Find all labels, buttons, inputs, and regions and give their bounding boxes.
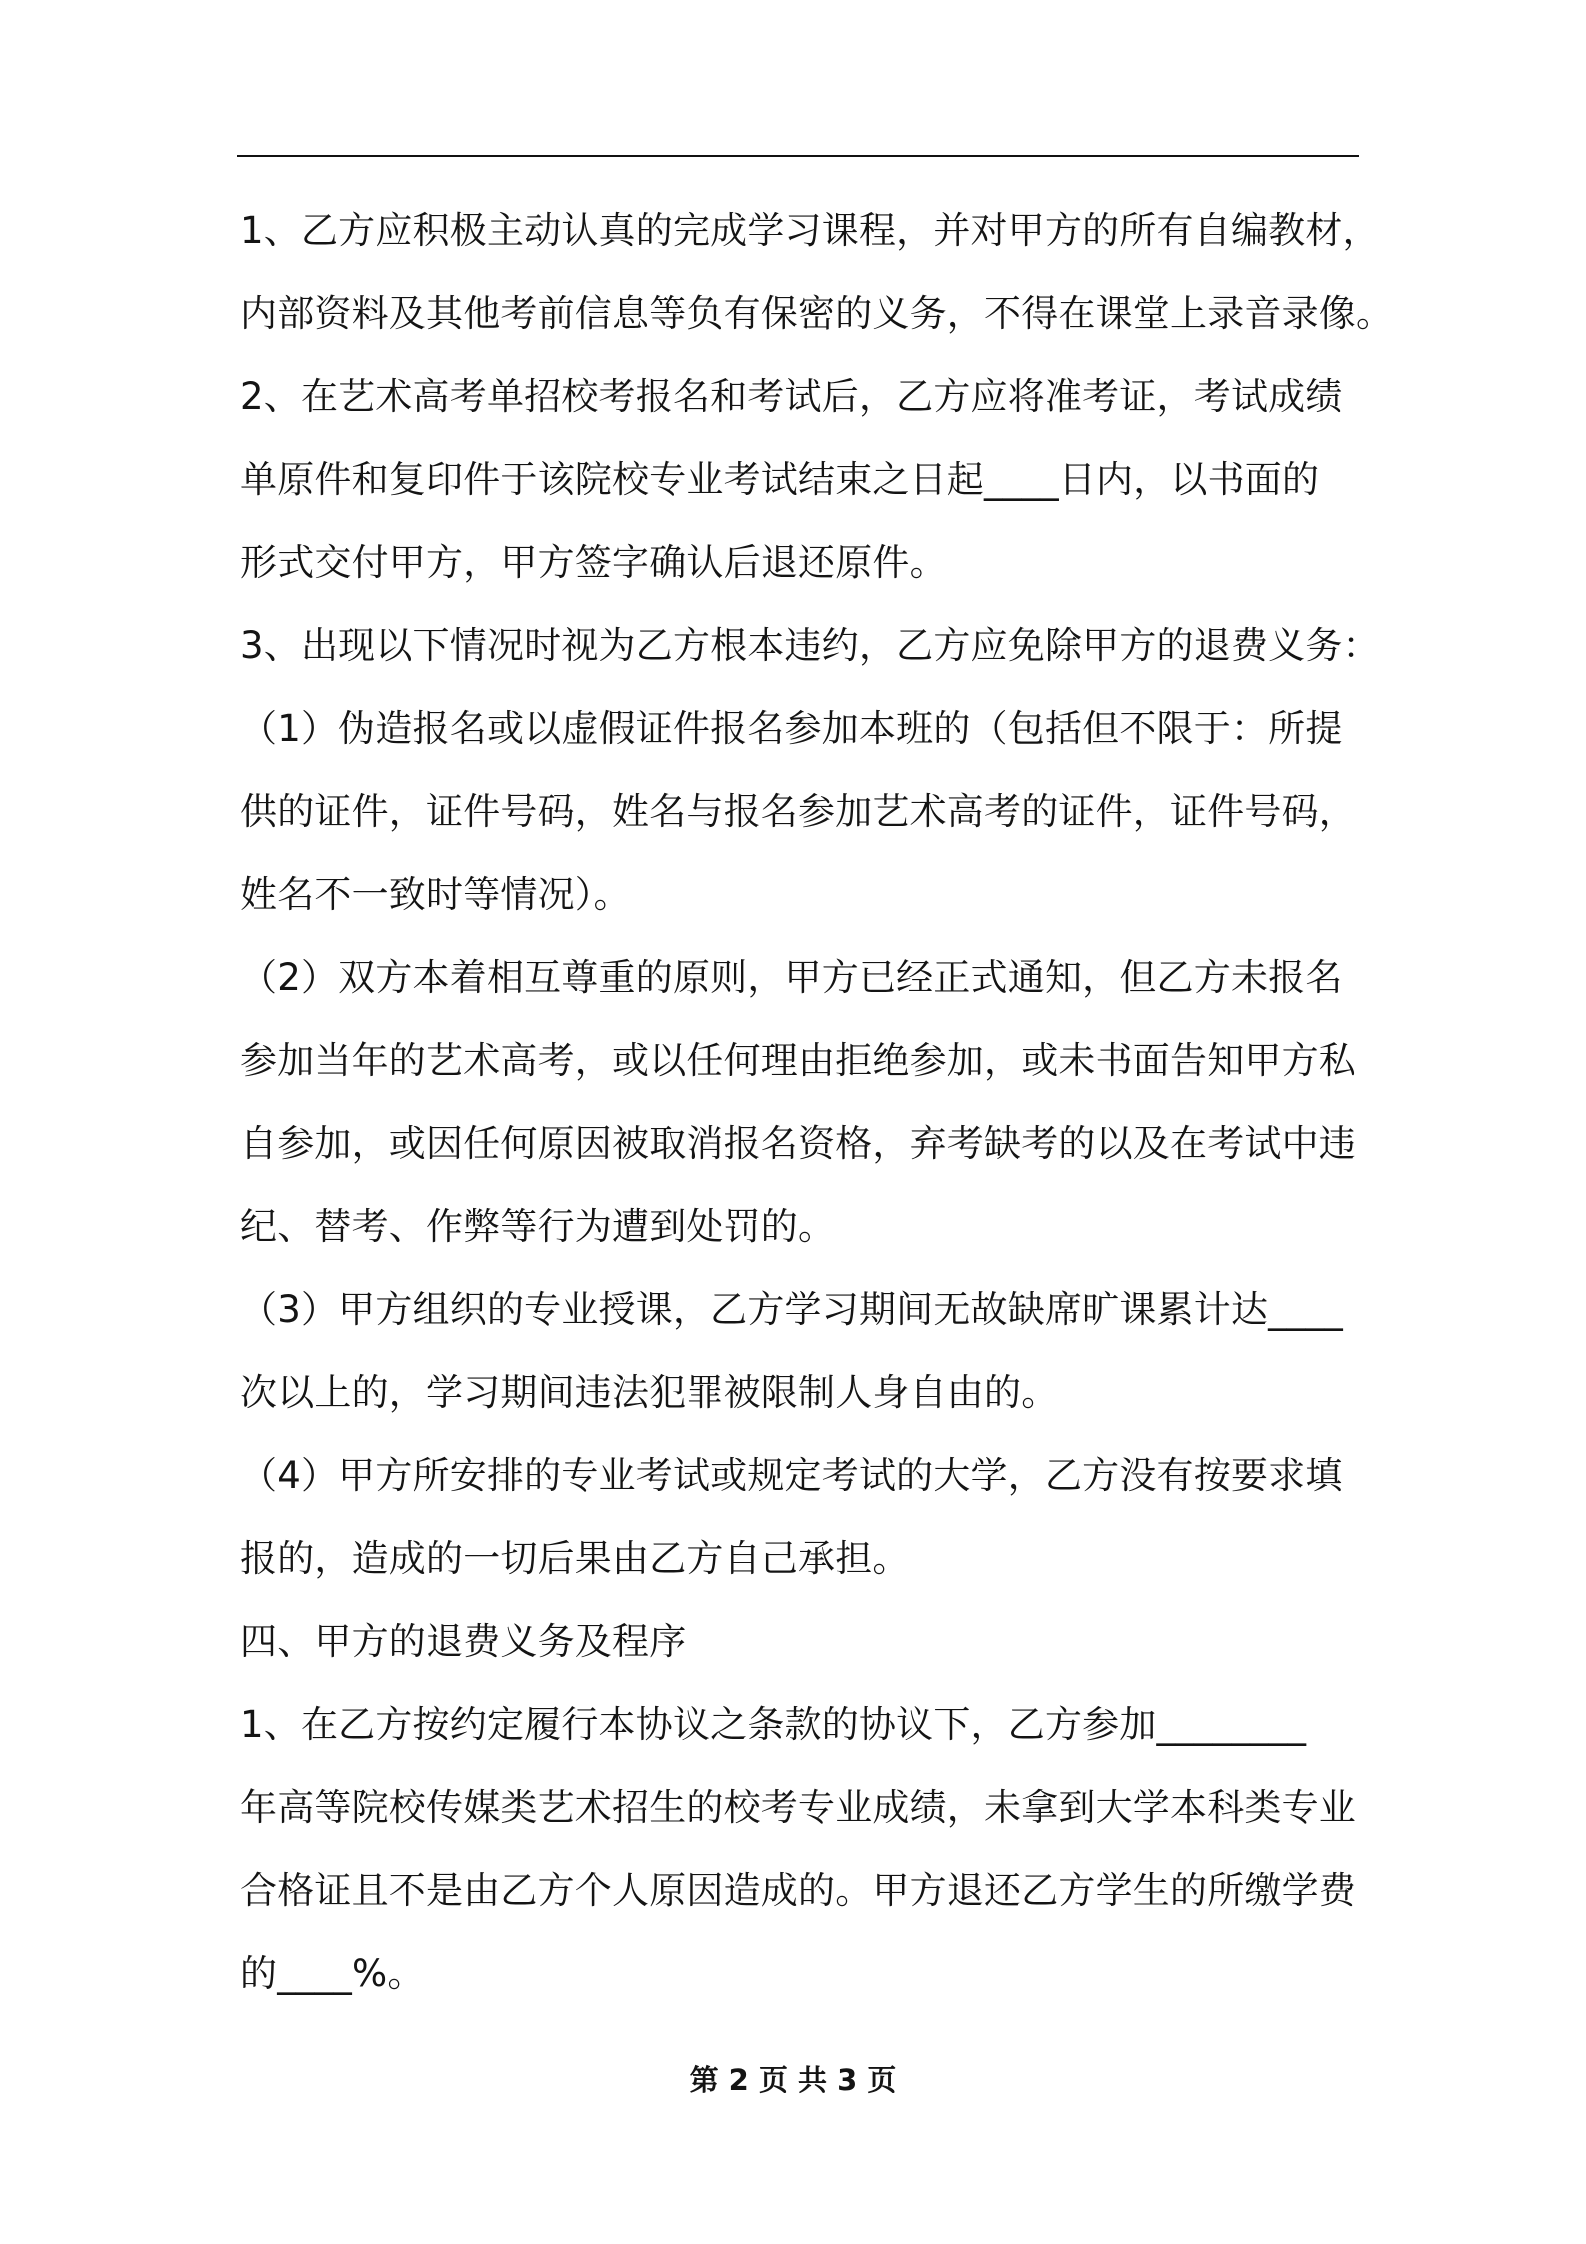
- text-line: 的____%。: [240, 1952, 425, 1995]
- text-line: 形式交付甲方，甲方签字确认后退还原件。: [240, 541, 947, 584]
- text-line: 合格证且不是由乙方个人原因造成的。甲方退还乙方学生的所缴学费: [240, 1869, 1356, 1912]
- text-line: 次以上的，学习期间违法犯罪被限制人身自由的。: [240, 1371, 1059, 1414]
- text-line: 纪、替考、作弊等行为遭到处罚的。: [240, 1205, 836, 1248]
- text-line: （3）甲方组织的专业授课，乙方学习期间无故缺席旷课累计达____: [240, 1288, 1343, 1331]
- text-line: （1）伪造报名或以虚假证件报名参加本班的（包括但不限于：所提: [240, 707, 1343, 750]
- text-line: 报的，造成的一切后果由乙方自己承担。: [240, 1537, 910, 1580]
- text-line: 1、乙方应积极主动认真的完成学习课程，并对甲方的所有自编教材，: [240, 209, 1380, 252]
- text-line: 参加当年的艺术高考，或以任何理由拒绝参加，或未书面告知甲方私: [240, 1039, 1356, 1082]
- text-line: 1、在乙方按约定履行本协议之条款的协议下，乙方参加________: [240, 1703, 1307, 1746]
- text-line: 自参加，或因任何原因被取消报名资格，弃考缺考的以及在考试中违: [240, 1122, 1356, 1165]
- section-heading: 四、甲方的退费义务及程序: [240, 1620, 687, 1663]
- text-line: 供的证件，证件号码，姓名与报名参加艺术高考的证件，证件号码，: [240, 790, 1356, 833]
- text-line: 姓名不一致时等情况）。: [240, 873, 631, 916]
- text-line: 内部资料及其他考前信息等负有保密的义务，不得在课堂上录音录像。: [240, 292, 1394, 335]
- text-line: 单原件和复印件于该院校专业考试结束之日起____日内，以书面的: [240, 458, 1320, 501]
- text-line: 年高等院校传媒类艺术招生的校考专业成绩，未拿到大学本科类专业: [240, 1786, 1356, 1829]
- text-line: （2）双方本着相互尊重的原则，甲方已经正式通知，但乙方未报名: [240, 956, 1343, 999]
- text-line: 2、在艺术高考单招校考报名和考试后，乙方应将准考证，考试成绩: [240, 375, 1343, 418]
- text-line: 3、出现以下情况时视为乙方根本违约，乙方应免除甲方的退费义务：: [240, 624, 1380, 667]
- header-rule: [237, 155, 1359, 157]
- text-line: （4）甲方所安排的专业考试或规定考试的大学，乙方没有按要求填: [240, 1454, 1343, 1497]
- page-number: 第 2 页 共 3 页: [689, 2063, 897, 2097]
